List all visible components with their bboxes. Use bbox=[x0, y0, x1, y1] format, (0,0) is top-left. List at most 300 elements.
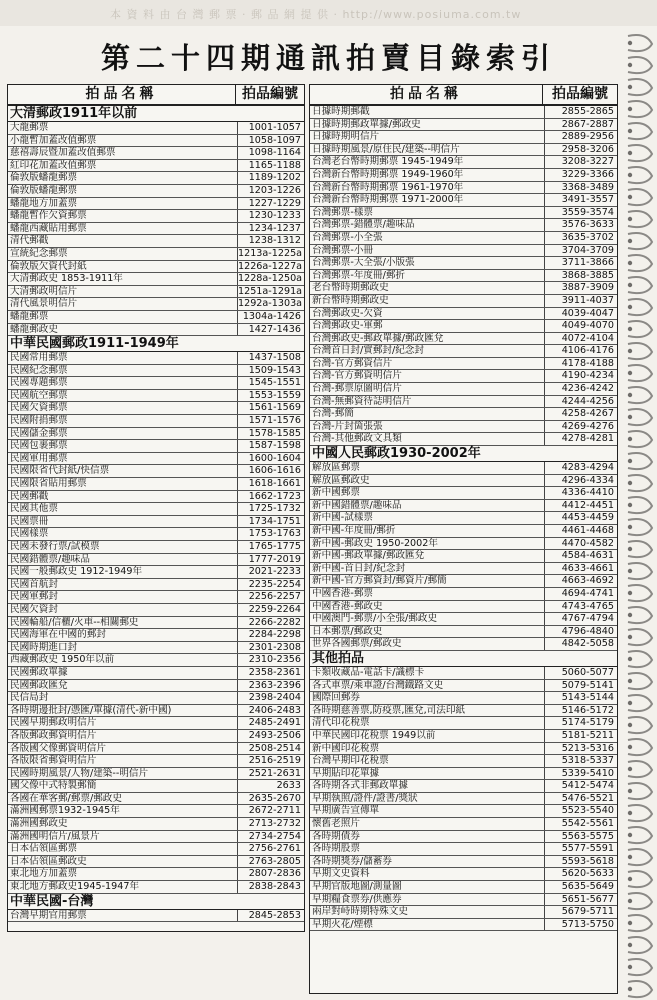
lot-name: 日本郵票/郵政史 bbox=[310, 626, 545, 638]
lot-number: 2845-2853 bbox=[248, 909, 301, 921]
lot-name: 新中國-首日封/紀念封 bbox=[310, 563, 545, 575]
lot-name: 各時期慈善票,防疫票,匯兌,司法印紙 bbox=[310, 705, 545, 717]
lot-name: 早期廣告宣傳單 bbox=[310, 805, 545, 817]
lot-number: 4412-4451 bbox=[561, 499, 614, 511]
binding-hole bbox=[628, 789, 632, 793]
binding-hole bbox=[628, 63, 632, 67]
lot-number: 2398-2404 bbox=[248, 692, 301, 704]
lot-number: 3229-3366 bbox=[561, 168, 614, 180]
lot-number: 4278-4281 bbox=[561, 433, 614, 445]
lot-number: 2508-2514 bbox=[248, 742, 301, 754]
lot-name: 蟠龍暫作欠資郵票 bbox=[8, 210, 238, 222]
lot-name: 民國郵戳 bbox=[8, 491, 238, 503]
lot-name: 台灣郵政史-郵政單據/郵政匯兌 bbox=[310, 333, 545, 345]
lot-name: 清代郵戳 bbox=[8, 235, 238, 247]
lot-number: 2310-2356 bbox=[248, 654, 301, 666]
lot-number: 4049-4070 bbox=[561, 320, 614, 332]
lot-number: 5146-5172 bbox=[561, 704, 614, 716]
lot-number: 3704-3709 bbox=[561, 244, 614, 256]
lot-number: 1227-1229 bbox=[248, 197, 301, 209]
lot-number: 1777-2019 bbox=[248, 553, 301, 565]
lot-name: 新中國-郵政史 1950-2002年 bbox=[310, 538, 545, 550]
lot-number: 4106-4176 bbox=[561, 345, 614, 357]
lot-number: 5620-5633 bbox=[561, 868, 614, 880]
lot-name: 各版限省郵資明信片 bbox=[8, 755, 238, 767]
lot-name: 台灣早期官用郵票 bbox=[8, 910, 238, 922]
binding-hole bbox=[628, 393, 632, 397]
lot-number: 5679-5711 bbox=[561, 906, 614, 918]
lot-number: 1618-1661 bbox=[248, 478, 301, 490]
header-watermark: 本 資 料 由 台 灣 郵 票 · 郵 品 網 提 供 · http://www.posiuma.com.tw bbox=[110, 8, 522, 21]
lot-number: 3491-3557 bbox=[561, 194, 614, 206]
lot-number: 2889-2956 bbox=[561, 131, 614, 143]
lot-number: 5542-5561 bbox=[561, 818, 614, 830]
binding-hole bbox=[628, 349, 632, 353]
lot-name: 早期文史資料 bbox=[310, 868, 545, 880]
lot-name: 台灣-郵票原圖明信片 bbox=[310, 383, 545, 395]
lot-number: 1437-1508 bbox=[248, 352, 301, 364]
lot-number: 4470-4582 bbox=[561, 537, 614, 549]
lot-name: 宣統紀念郵票 bbox=[8, 248, 238, 260]
lot-name: 台灣早期印花稅票 bbox=[310, 755, 545, 767]
lot-name: 各版郵政郵資明信片 bbox=[8, 730, 238, 742]
lot-name: 台灣郵政史-欠資 bbox=[310, 308, 545, 320]
lot-number: 5079-5141 bbox=[561, 679, 614, 691]
lot-name: 民國一般郵政史 1912-1949年 bbox=[8, 566, 238, 578]
lot-number: 1545-1551 bbox=[248, 377, 301, 389]
lot-number: 1427-1436 bbox=[248, 323, 301, 335]
lot-number: 1509-1543 bbox=[248, 364, 301, 376]
binding-hole bbox=[628, 921, 632, 925]
binding-hole bbox=[628, 679, 632, 683]
lot-number: 5523-5540 bbox=[561, 805, 614, 817]
lot-name: 新中國錯體票/趣味品 bbox=[310, 500, 545, 512]
lot-number: 2855-2865 bbox=[561, 106, 614, 117]
lot-name: 民國軍郵封 bbox=[8, 591, 238, 603]
lot-number: 1230-1233 bbox=[248, 210, 301, 222]
lot-number: 3868-3885 bbox=[561, 269, 614, 281]
binding-hole bbox=[628, 371, 632, 375]
lot-name: 民國首航封 bbox=[8, 579, 238, 591]
lot-name: 新台幣時期郵政史 bbox=[310, 295, 545, 307]
lot-number: 3711-3866 bbox=[561, 257, 614, 269]
lot-name: 台灣郵票-年度冊/郵折 bbox=[310, 270, 545, 282]
lot-name: 西藏郵政史 1950年以前 bbox=[8, 654, 238, 666]
lot-name: 民國儲金郵票 bbox=[8, 428, 238, 440]
column-header-name: 拍品名稱 bbox=[310, 85, 543, 104]
lot-number: 1553-1559 bbox=[248, 389, 301, 401]
lot-name: 日本佔領區郵政史 bbox=[8, 856, 238, 868]
binding-hole bbox=[628, 129, 632, 133]
lot-name: 民國紀念郵票 bbox=[8, 365, 238, 377]
lot-name: 民國常用郵票 bbox=[8, 352, 238, 364]
lot-number: 5143-5144 bbox=[561, 692, 614, 704]
lot-name: 國父像中式特製郵簡 bbox=[8, 780, 238, 792]
lot-name: 國際回郵券 bbox=[310, 692, 545, 704]
lot-name: 民國早期郵政明信片 bbox=[8, 717, 238, 729]
lot-name: 中國澳門-郵票/小全張/郵政史 bbox=[310, 613, 545, 625]
lot-name: 早期官版地圖/測量圖 bbox=[310, 881, 545, 893]
lot-number: 1001-1057 bbox=[248, 122, 301, 133]
lot-number: 4336-4410 bbox=[561, 487, 614, 499]
section-heading: 中國人民郵政1930-2002年 bbox=[310, 446, 617, 462]
lot-number: 2235-2254 bbox=[248, 578, 301, 590]
lot-number: 1725-1732 bbox=[248, 503, 301, 515]
lot-number: 5577-5591 bbox=[561, 843, 614, 855]
lot-number: 4796-4840 bbox=[561, 625, 614, 637]
binding-hole bbox=[628, 503, 632, 507]
lot-name: 台灣郵票-小冊 bbox=[310, 245, 545, 257]
lot-number: 1304a-1426 bbox=[242, 310, 301, 322]
lot-name: 日據時期風景/原住民/建築--明信片 bbox=[310, 144, 545, 156]
lot-name: 蟠龍郵票 bbox=[8, 311, 238, 323]
lot-name: 早期貼印花單據 bbox=[310, 768, 545, 780]
lot-number: 3911-4037 bbox=[561, 294, 614, 306]
binding-hole bbox=[628, 833, 632, 837]
binding-hole bbox=[628, 591, 632, 595]
lot-name: 滿洲國明信片/風景片 bbox=[8, 831, 238, 843]
lot-name: 民國錯體票/趣味品 bbox=[8, 554, 238, 566]
lot-name: 民國欠資郵票 bbox=[8, 402, 238, 414]
binding-hole bbox=[628, 481, 632, 485]
lot-name: 倫敦版蟠龍郵票 bbox=[8, 172, 238, 184]
lot-name: 民國時期進口封 bbox=[8, 642, 238, 654]
lot-number: 2867-2887 bbox=[561, 118, 614, 130]
binding-hole bbox=[628, 701, 632, 705]
lot-number: 2021-2233 bbox=[248, 566, 301, 578]
lot-number: 1561-1569 bbox=[248, 402, 301, 414]
lot-name: 倫敦版欠資代封紙 bbox=[8, 261, 238, 273]
lot-name: 卡類收藏品-電話卡/識標卡 bbox=[310, 667, 545, 679]
lot-name: 新中國郵票 bbox=[310, 487, 545, 499]
binding-hole bbox=[628, 415, 632, 419]
lot-name: 中國香港-郵政史 bbox=[310, 601, 545, 613]
lot-number: 1228a-1250a bbox=[238, 273, 303, 285]
lot-name: 滿洲國郵政史 bbox=[8, 818, 238, 830]
lot-name: 民國欠資封 bbox=[8, 604, 238, 616]
lot-name: 各版國父像郵資明信片 bbox=[8, 743, 238, 755]
lot-number: 2256-2257 bbox=[248, 591, 301, 603]
lot-name: 早期執照/證件/證書/獎狀 bbox=[310, 793, 545, 805]
column-header-code: 拍品編號 bbox=[552, 86, 608, 102]
lot-number: 1203-1226 bbox=[248, 184, 301, 196]
lot-name: 台灣郵票-錯體票/趣味品 bbox=[310, 219, 545, 231]
lot-number: 4178-4188 bbox=[561, 357, 614, 369]
lot-number: 5060-5077 bbox=[561, 666, 614, 678]
lot-name: 民國其他票 bbox=[8, 503, 238, 515]
lot-number: 5412-5474 bbox=[561, 780, 614, 792]
section-heading: 其他拍品 bbox=[310, 651, 617, 667]
lot-number: 4842-5058 bbox=[561, 638, 614, 650]
lot-number: 2516-2519 bbox=[248, 755, 301, 767]
binding-hole bbox=[628, 41, 632, 45]
page-title: 第二十四期通訊拍賣目錄索引 bbox=[100, 41, 556, 75]
lot-number: 4767-4794 bbox=[561, 613, 614, 625]
binding-hole bbox=[628, 195, 632, 199]
lot-number: 4743-4765 bbox=[561, 600, 614, 612]
lot-name: 慈禧壽辰暨加蓋改值郵票 bbox=[8, 147, 238, 159]
lot-name: 倫敦版蟠龍郵票 bbox=[8, 185, 238, 197]
lot-name: 民國軍用郵票 bbox=[8, 453, 238, 465]
lot-number: 5174-5179 bbox=[561, 717, 614, 729]
lot-number: 1753-1763 bbox=[248, 528, 301, 540]
lot-number: 2284-2298 bbox=[248, 629, 301, 641]
lot-number: 1600-1604 bbox=[248, 452, 301, 464]
binding-hole bbox=[628, 107, 632, 111]
binding-hole bbox=[628, 437, 632, 441]
lot-name: 民國樣票 bbox=[8, 528, 238, 540]
lot-number: 2358-2361 bbox=[248, 666, 301, 678]
lot-number: 1238-1312 bbox=[248, 235, 301, 247]
lot-number: 5318-5337 bbox=[561, 755, 614, 767]
lot-name: 各時期各式非郵政單據 bbox=[310, 780, 545, 792]
lot-number: 3368-3489 bbox=[561, 181, 614, 193]
lot-number: 2301-2308 bbox=[248, 641, 301, 653]
lot-name: 民國限省貼用郵票 bbox=[8, 478, 238, 490]
section-heading: 中華民國郵政1911-1949年 bbox=[8, 336, 304, 352]
lot-number: 1662-1723 bbox=[248, 490, 301, 502]
lot-number: 2635-2670 bbox=[248, 792, 301, 804]
binding-hole bbox=[628, 635, 632, 639]
lot-name: 世界各國郵票/郵政史 bbox=[310, 638, 545, 650]
binding-hole bbox=[628, 217, 632, 221]
lot-number: 2807-2836 bbox=[248, 868, 301, 880]
lot-number: 4633-4661 bbox=[561, 562, 614, 574]
lot-name: 各時期邊批封/憑匯/單據(清代-新中國) bbox=[8, 705, 238, 717]
lot-number: 5181-5211 bbox=[561, 729, 614, 741]
lot-number: 5593-5618 bbox=[561, 855, 614, 867]
lot-name: 民國票冊 bbox=[8, 516, 238, 528]
binding-hole bbox=[628, 569, 632, 573]
lot-number: 4190-4234 bbox=[561, 370, 614, 382]
lot-number: 5476-5521 bbox=[561, 792, 614, 804]
lot-name: 民國輪船/信櫃/火車--相關郵史 bbox=[8, 617, 238, 629]
lot-name: 蟠龍地方加蓋票 bbox=[8, 198, 238, 210]
lot-number: 4584-4631 bbox=[561, 550, 614, 562]
lot-number: 1734-1751 bbox=[248, 515, 301, 527]
lot-number: 2485-2491 bbox=[248, 717, 301, 729]
lot-name: 各式車票/乘車證/台灣鐵路文史 bbox=[310, 680, 545, 692]
lot-name: 日本佔領區郵票 bbox=[8, 843, 238, 855]
binding-hole bbox=[628, 305, 632, 309]
lot-number: 2521-2631 bbox=[248, 767, 301, 779]
lot-number: 2493-2506 bbox=[248, 729, 301, 741]
lot-name: 民國附捐郵票 bbox=[8, 415, 238, 427]
lot-number: 1251a-1291a bbox=[238, 285, 303, 297]
lot-name: 滿洲國郵票1932-1945年 bbox=[8, 805, 238, 817]
lot-name: 新中國-郵政單據/郵政匯兌 bbox=[310, 550, 545, 562]
lot-number: 2756-2761 bbox=[248, 843, 301, 855]
binding-hole bbox=[628, 723, 632, 727]
lot-name: 台灣-無郵資待誌明信片 bbox=[310, 396, 545, 408]
lot-number: 4236-4242 bbox=[561, 383, 614, 395]
lot-name: 老台幣時期郵政史 bbox=[310, 282, 545, 294]
binding-hole bbox=[628, 899, 632, 903]
lot-number: 2266-2282 bbox=[248, 616, 301, 628]
lot-name: 民國未發行票/試模票 bbox=[8, 541, 238, 553]
lot-name: 民國郵政匯兌 bbox=[8, 680, 238, 692]
lot-number: 2672-2711 bbox=[248, 805, 301, 817]
lot-number: 2363-2396 bbox=[248, 679, 301, 691]
lot-number: 1765-1775 bbox=[248, 541, 301, 552]
lot-name: 台灣-官方郵資明信片 bbox=[310, 370, 545, 382]
lot-number: 1578-1585 bbox=[248, 427, 301, 439]
lot-number: 5635-5649 bbox=[561, 881, 614, 893]
lot-name: 民國海軍在中國的郵封 bbox=[8, 629, 238, 641]
lot-name: 民信局封 bbox=[8, 692, 238, 704]
lot-name: 東北地方加蓋票 bbox=[8, 868, 238, 880]
lot-name: 日據時期明信片 bbox=[310, 131, 545, 143]
lot-number: 1606-1616 bbox=[248, 465, 301, 477]
lot-name: 民國包裹郵票 bbox=[8, 440, 238, 452]
lot-number: 2259-2264 bbox=[248, 603, 301, 615]
lot-name: 各時期債券 bbox=[310, 831, 545, 843]
binding-hole bbox=[628, 151, 632, 155]
lot-number: 5213-5316 bbox=[561, 742, 614, 754]
lot-name: 大清郵政史 1853-1911年 bbox=[8, 273, 238, 285]
lot-number: 1098-1164 bbox=[248, 147, 301, 159]
binding-hole bbox=[628, 811, 632, 815]
lot-number: 1234-1237 bbox=[248, 222, 301, 234]
lot-name: 蟠龍郵政史 bbox=[8, 324, 238, 336]
lot-number: 4283-4294 bbox=[561, 462, 614, 474]
lot-name: 早期糧食票券/供應券 bbox=[310, 894, 545, 906]
binding-hole bbox=[628, 657, 632, 661]
lot-name: 台灣新台幣時期郵票 1949-1960年 bbox=[310, 169, 545, 181]
lot-name: 中華民國印花稅票 1949以前 bbox=[310, 730, 545, 742]
lot-name: 東北地方郵政史1945-1947年 bbox=[8, 881, 238, 893]
lot-name: 民國航空郵票 bbox=[8, 390, 238, 402]
lot-name: 解放區郵票 bbox=[310, 462, 545, 474]
lot-name: 大清郵政明信片 bbox=[8, 286, 238, 298]
lot-name: 早期火花/煙標 bbox=[310, 919, 545, 931]
binding-hole bbox=[628, 239, 632, 243]
lot-number: 5563-5575 bbox=[561, 830, 614, 842]
lot-name: 各時期獎券/儲蓄券 bbox=[310, 856, 545, 868]
lot-number: 1587-1598 bbox=[248, 440, 301, 452]
lot-name: 新中國-官方郵資封/郵資片/郵簡 bbox=[310, 575, 545, 587]
lot-number: 3635-3702 bbox=[561, 231, 614, 243]
section-heading: 中華民國-台灣 bbox=[8, 894, 304, 910]
lot-number: 1292a-1303a bbox=[238, 298, 303, 310]
lot-number: 2713-2732 bbox=[248, 818, 301, 830]
lot-number: 1058-1097 bbox=[248, 134, 301, 146]
lot-number: 4258-4267 bbox=[561, 408, 614, 420]
lot-number: 1571-1576 bbox=[248, 415, 301, 427]
lot-name: 民國限省代封紙/快信票 bbox=[8, 465, 238, 477]
lot-name: 懷舊老照片 bbox=[310, 818, 545, 830]
binding-hole bbox=[628, 943, 632, 947]
lot-name: 台灣郵票-樣票 bbox=[310, 207, 545, 219]
lot-name: 台灣老台幣時期郵票 1945-1949年 bbox=[310, 156, 545, 168]
lot-number: 3576-3633 bbox=[561, 219, 614, 231]
lot-number: 4461-4468 bbox=[561, 525, 614, 536]
binding-hole bbox=[628, 745, 632, 749]
lot-number: 2838-2843 bbox=[248, 881, 301, 893]
lot-number: 2406-2483 bbox=[248, 704, 301, 716]
binding-hole bbox=[628, 613, 632, 617]
binding-hole bbox=[628, 261, 632, 265]
lot-name: 各時期股票 bbox=[310, 843, 545, 855]
binding-hole bbox=[628, 459, 632, 463]
binding-hole bbox=[628, 525, 632, 529]
lot-name: 民國時期風景/人物/建築--明信片 bbox=[8, 768, 238, 780]
lot-name: 新中國印花稅票 bbox=[310, 743, 545, 755]
lot-name: 各國在華客郵/郵票/郵政史 bbox=[8, 793, 238, 805]
lot-number: 5339-5410 bbox=[561, 767, 614, 779]
binding-hole bbox=[628, 965, 632, 969]
binding-hole bbox=[628, 767, 632, 771]
lot-name: 台灣郵票-大全張/小版張 bbox=[310, 257, 545, 269]
lot-number: 4039-4047 bbox=[561, 307, 614, 319]
section-heading: 大清郵政1911年以前 bbox=[8, 106, 304, 122]
lot-number: 1165-1188 bbox=[248, 159, 301, 171]
lot-number: 5651-5677 bbox=[561, 893, 614, 905]
lot-number: 2958-3206 bbox=[561, 143, 614, 155]
lot-name: 新中國-試樣票 bbox=[310, 512, 545, 524]
lot-number: 4072-4104 bbox=[561, 332, 614, 344]
lot-number: 1189-1202 bbox=[248, 172, 301, 184]
lot-number: 1226a-1227a bbox=[238, 260, 303, 272]
lot-name: 台灣郵政史-軍郵 bbox=[310, 320, 545, 332]
lot-name: 解放區郵政史 bbox=[310, 475, 545, 487]
binding-hole bbox=[628, 173, 632, 177]
column-header-name: 拍品名稱 bbox=[8, 85, 236, 104]
lot-number: 3887-3909 bbox=[561, 282, 614, 294]
lot-name: 日據時期郵戳 bbox=[310, 106, 545, 118]
binding-hole bbox=[628, 283, 632, 287]
lot-name: 台灣-官方郵資信片 bbox=[310, 358, 545, 370]
lot-name: 民國郵政單據 bbox=[8, 667, 238, 679]
lot-number: 4663-4692 bbox=[561, 575, 614, 587]
lot-number: 4296-4334 bbox=[561, 474, 614, 486]
lot-name: 蟠龍西藏貼用郵票 bbox=[8, 223, 238, 235]
lot-name: 大龍郵票 bbox=[8, 122, 238, 134]
lot-name: 日據時期郵政單據/郵政史 bbox=[310, 119, 545, 131]
lot-name: 台灣首日封/實郵封/紀念封 bbox=[310, 345, 545, 357]
binding-hole bbox=[628, 547, 632, 551]
lot-name: 小龍暫加蓋改值郵票 bbox=[8, 135, 238, 147]
lot-number: 2734-2754 bbox=[248, 830, 301, 842]
lot-number: 2763-2805 bbox=[248, 855, 301, 867]
lot-name: 台灣新台幣時期郵票 1961-1970年 bbox=[310, 182, 545, 194]
column-header-code: 拍品編號 bbox=[242, 86, 298, 102]
lot-name: 清代印花稅票 bbox=[310, 717, 545, 729]
binding-hole bbox=[628, 855, 632, 859]
lot-number: 4694-4741 bbox=[561, 587, 614, 599]
lot-name: 台灣-片封箇張張 bbox=[310, 421, 545, 433]
lot-number: 3208-3227 bbox=[561, 156, 614, 168]
lot-number: 5713-5750 bbox=[561, 918, 614, 930]
lot-number: 4453-4459 bbox=[561, 512, 614, 524]
lot-number: 4269-4276 bbox=[561, 420, 614, 432]
lot-number: 2633 bbox=[276, 780, 301, 792]
lot-name: 中國香港-郵票 bbox=[310, 588, 545, 600]
lot-name: 紅印花加蓋改值郵票 bbox=[8, 160, 238, 172]
lot-name: 台灣-郵簡 bbox=[310, 408, 545, 420]
lot-number: 1213a-1225a bbox=[238, 247, 303, 259]
lot-name: 台灣-其他郵政文具類 bbox=[310, 433, 545, 445]
binding-hole bbox=[628, 877, 632, 881]
lot-name: 台灣郵票-小全張 bbox=[310, 232, 545, 244]
binding-hole bbox=[628, 327, 632, 331]
lot-name: 新中國-年度冊/郵折 bbox=[310, 525, 545, 537]
binding-hole bbox=[628, 987, 632, 991]
lot-name: 民國專題郵票 bbox=[8, 377, 238, 389]
lot-number: 3559-3574 bbox=[561, 206, 614, 218]
lot-name: 台灣新台幣時期郵票 1971-2000年 bbox=[310, 194, 545, 206]
lot-name: 清代風景明信片 bbox=[8, 298, 238, 310]
